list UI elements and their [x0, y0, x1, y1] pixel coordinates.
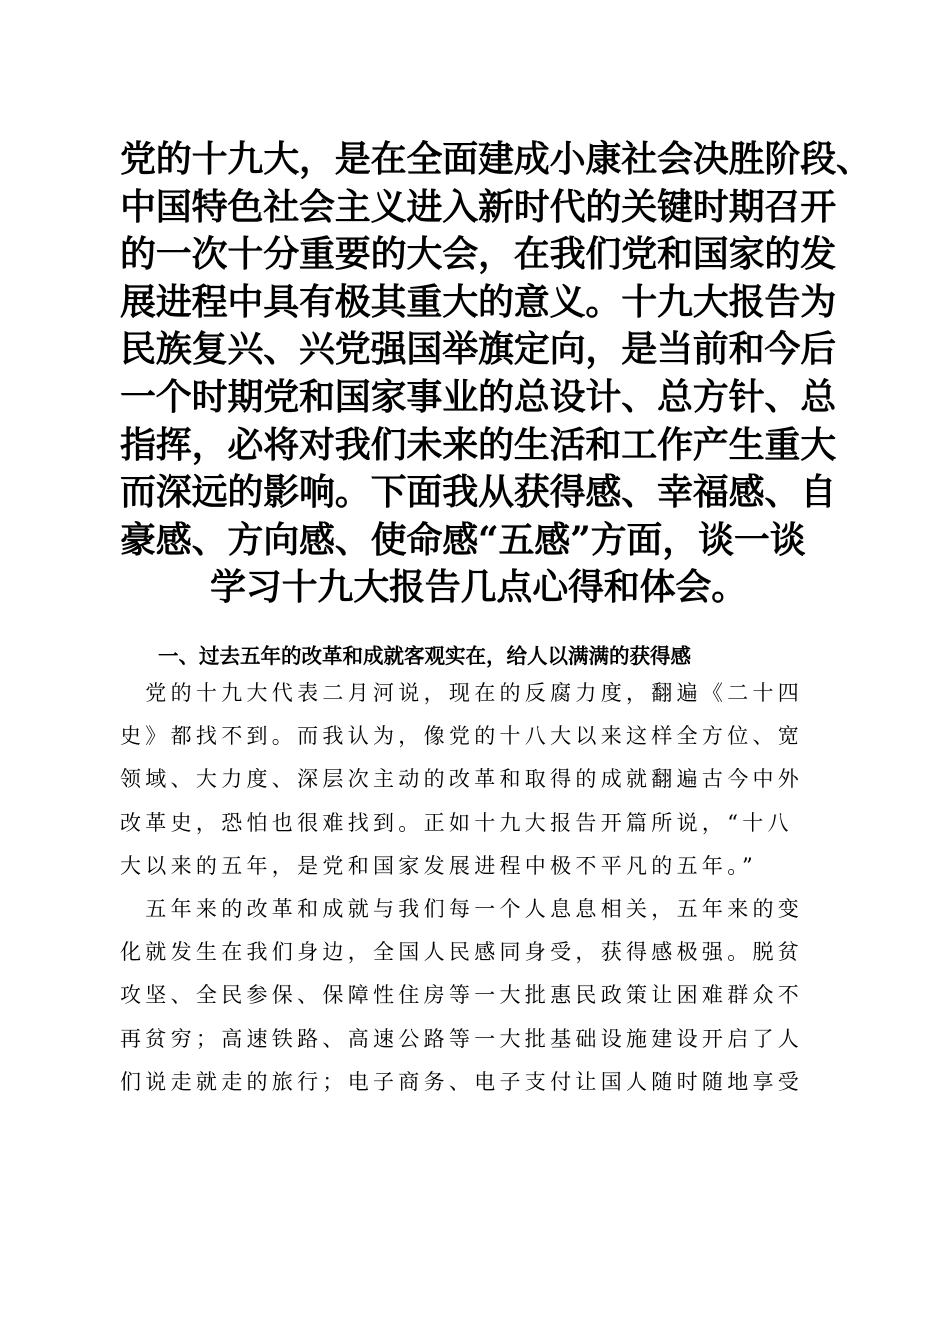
title-line: 的一次十分重要的大会，在我们党和国家的发: [120, 233, 837, 276]
title-line: 而深远的影响。下面我从获得感、幸福感、自: [120, 471, 837, 514]
title-line: 学习十九大报告几点心得和体会。: [210, 566, 748, 609]
body-line: 领域、大力度、深层次主动的改革和取得的成就翻遍古今中外: [120, 767, 804, 792]
title-line: 中国特色社会主义进入新时代的关键时期召开: [120, 185, 837, 228]
title-line: 一个时期党和国家事业的总设计、总方针、总: [120, 375, 837, 418]
document-title: [120, 136, 872, 612]
body-line: 化就发生在我们身边，全国人民感同身受，获得感极强。脱贫: [120, 940, 804, 965]
body-line: 大以来的五年，是党和国家发展进程中极不平凡的五年。”: [120, 853, 758, 878]
title-line: 展进程中具有极其重大的意义。十九大报告为: [120, 280, 837, 323]
body-line: 改革史，恐怕也很难找到。正如十九大报告开篇所说，“十八: [120, 810, 793, 835]
title-line: 指挥，必将对我们未来的生活和工作产生重大: [120, 423, 837, 466]
body-line: 五年来的改革和成就与我们每一个人息息相关，五年来的变: [120, 897, 804, 922]
title-line: 党的十九大，是在全面建成小康社会决胜阶段、: [120, 138, 872, 180]
body-line: 攻坚、全民参保、保障性住房等一大批惠民政策让困难群众不: [120, 983, 804, 1008]
title-line: 民族复兴、兴党强国举旗定向，是当前和今后: [120, 328, 837, 371]
body-line: 再贫穷；高速铁路、高速公路等一大批基础设施建设开启了人: [120, 1026, 804, 1051]
title-line: 豪感、方向感、使命感“五感”方面，谈一谈: [120, 518, 806, 561]
section-heading: 一、过去五年的改革和成就客观实在，给人以满满的获得感: [158, 644, 691, 668]
body-line: 们说走就走的旅行；电子商务、电子支付让国人随时随地享受: [120, 1069, 804, 1094]
body-line: 党的十九大代表二月河说，现在的反腐力度，翻遍《二十四: [120, 681, 804, 705]
body-text: [120, 672, 825, 1104]
body-line: 史》都找不到。而我认为，像党的十八大以来这样全方位、宽: [120, 724, 804, 749]
